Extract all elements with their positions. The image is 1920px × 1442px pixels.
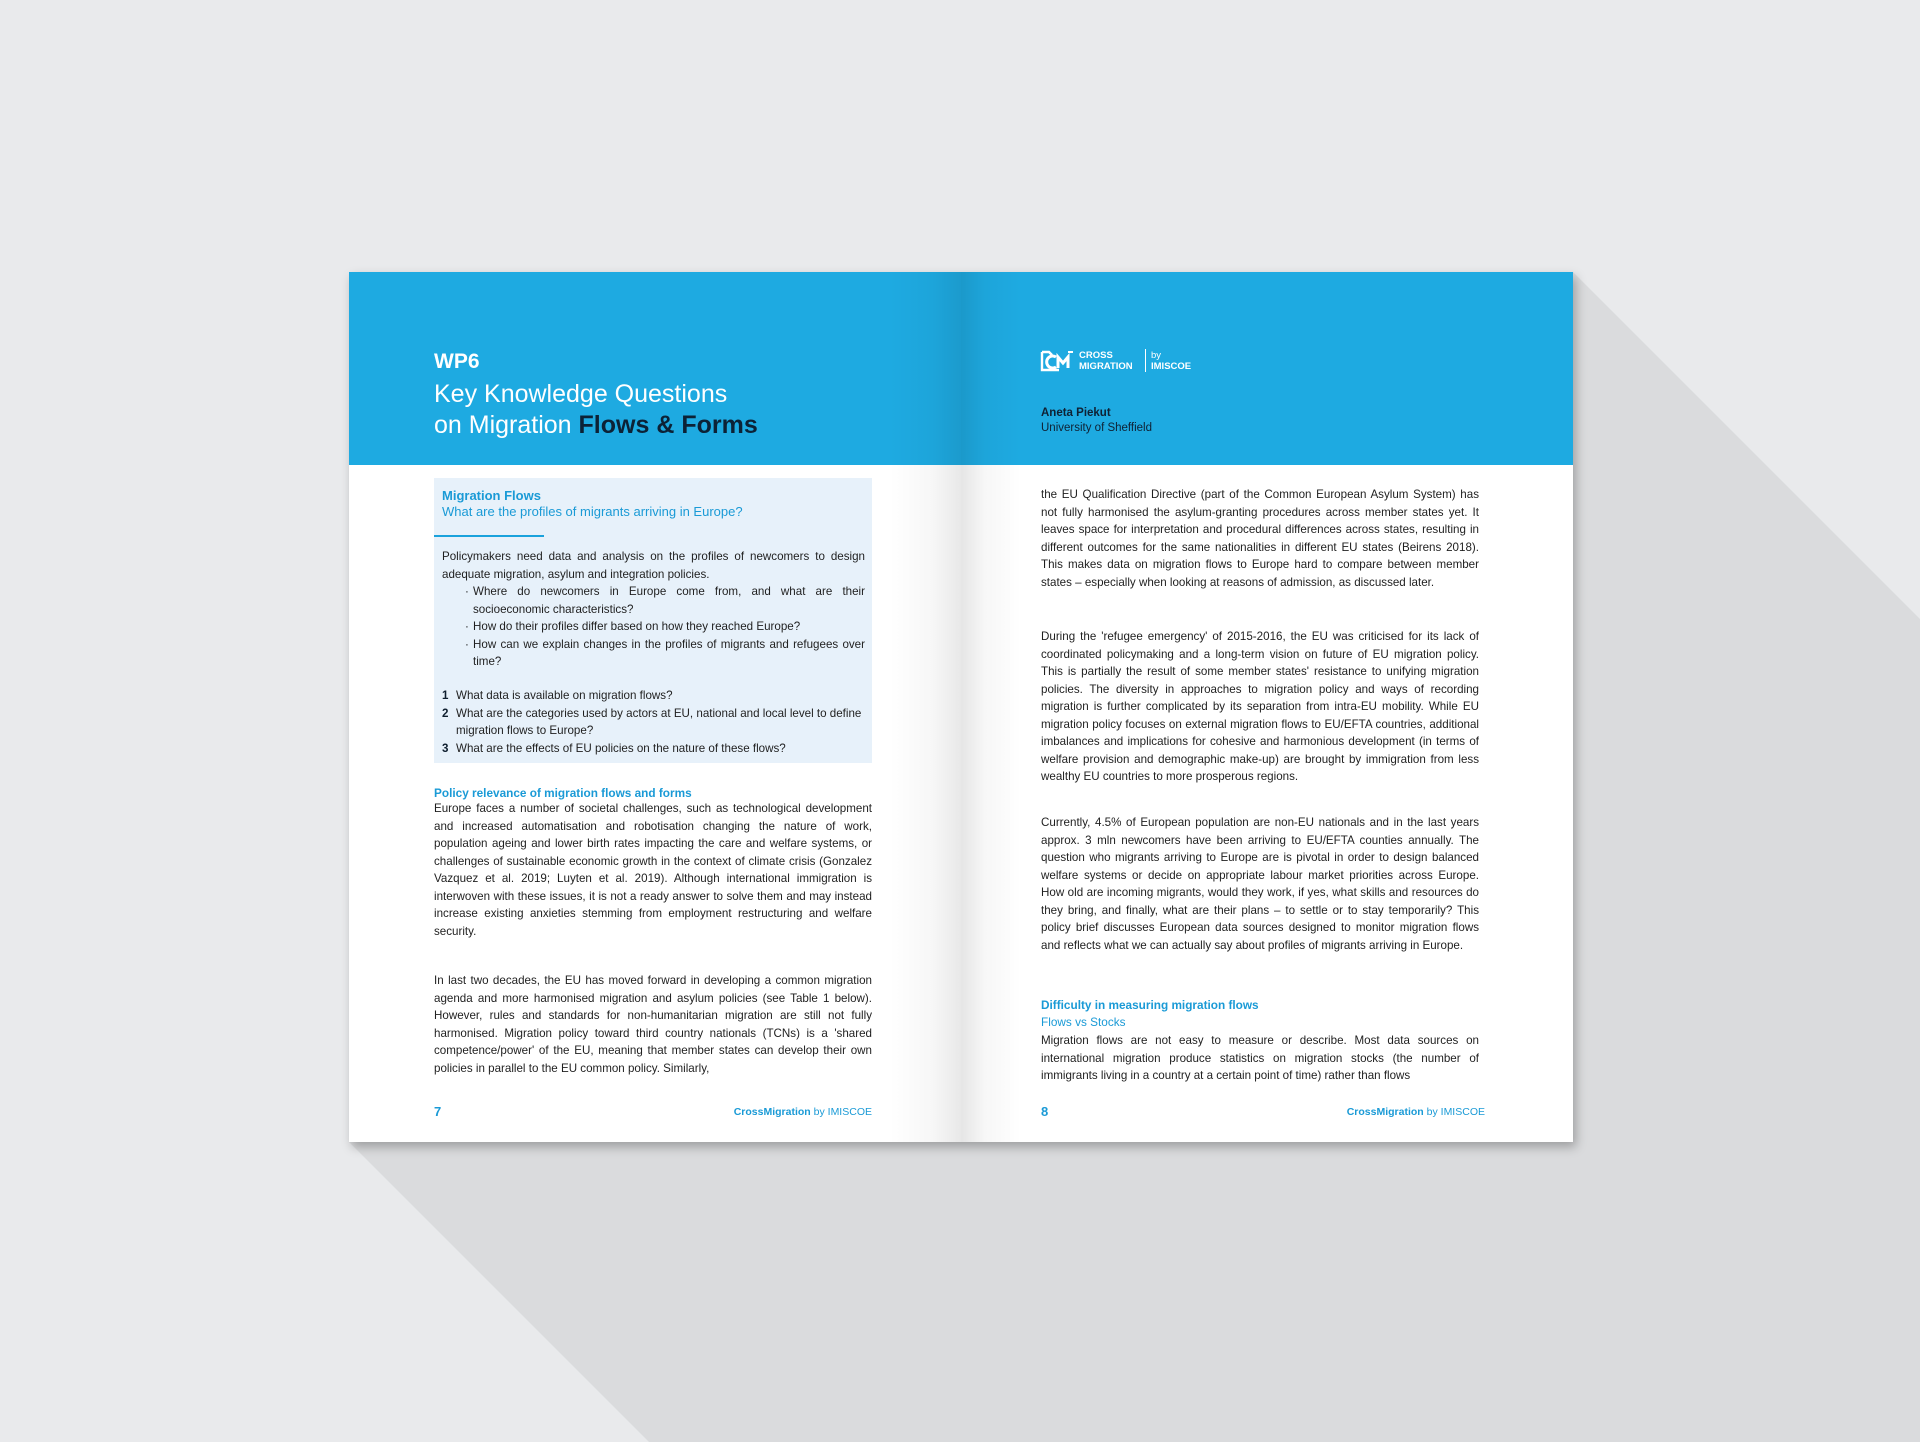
list-item: · How do their profiles differ based on how they reached Europe? — [467, 618, 865, 636]
title-bold: Flows & Forms — [578, 411, 758, 439]
footer-brand-bold: CrossMigration — [1346, 1106, 1424, 1118]
footer-brand — [734, 1106, 872, 1118]
footer-brand — [1347, 1106, 1485, 1118]
title-line-1: Key Knowledge Questions — [434, 380, 728, 408]
page-number: 7 — [434, 1104, 442, 1119]
footer-brand-rest: by IMISCOE — [1426, 1106, 1485, 1118]
logo-line-2: MIGRATION — [1079, 361, 1133, 372]
title-line-2 — [434, 410, 758, 441]
numbered-list — [442, 687, 865, 757]
list-item: · How can we explain changes in the profiles of migrants and refugees over time? — [467, 636, 865, 671]
numbered-item — [442, 740, 865, 758]
numbered-item — [442, 687, 865, 705]
logo-org — [1151, 350, 1191, 372]
list-item: · Where do newcomers in Europe come from, and what are their socioeconomic characteristics? — [467, 583, 865, 618]
questions-box — [434, 478, 872, 763]
box-intro: Policymakers need data and analysis on the profiles of newcomers to design adequate migration, asylum and integration policies. — [442, 550, 865, 581]
body-paragraph: During the 'refugee emergency' of 2015-2016, the EU was criticised for its lack of coordinated policymaking and a long-term vision on future of EU migration policy. This is partially the result of some member states' resistance to unifying migration policies. The diversity in approaches to migration policy and ways of recording migration is further complicated by its separation from intra-EU mobility. While EU migration policy focuses on external migration flows to EU/EFTA countries, additional imbalances and implications for cohesive and harmonious development (in terms of welfare provision and demographic make-up) are brought by immigration from less wealthy EU countries to more prosperous regions. — [1041, 630, 1479, 783]
body-paragraph: Migration flows are not easy to measure or describe. Most data sources on international migration produce statistics on migration stocks (the number of immigrants living in a country at a certain point of time) rather than flows — [1041, 1034, 1479, 1082]
bullet-list — [467, 583, 865, 671]
body-paragraph: In last two decades, the EU has moved forward in developing a common migration agenda and more harmonised migration and asylum policies (see Table 1 below). However, rules and standards for non-humanitarian migration are still not fully harmonised. Migration policy toward third country nationals (TCNs) is a 'shared competence/power' of the EU, meaning that member states can develop their own policies in parallel to the EU common policy. Similarly, — [434, 974, 872, 1075]
logo-org-name: IMISCOE — [1151, 361, 1192, 372]
author-affiliation: University of Sheffield — [1041, 422, 1153, 434]
box-divider — [434, 535, 544, 537]
item-number: 1 — [442, 689, 449, 702]
logo-mark-icon — [1039, 348, 1075, 374]
item-text: What are the effects of EU policies on the nature of these flows? — [456, 741, 786, 755]
section-heading: Policy relevance of migration flows and forms — [434, 786, 692, 800]
title-prefix: on Migration — [434, 411, 572, 439]
logo-divider — [1145, 349, 1146, 372]
logo-wordmark — [1079, 350, 1139, 372]
right-page — [961, 272, 1573, 1142]
item-text: What are the categories used by actors at EU, national and local level to define migration flows to Europe? — [456, 706, 862, 737]
section-heading: Difficulty in measuring migration flows — [1041, 998, 1259, 1012]
logo-by: by — [1151, 350, 1162, 361]
brochure-spread — [349, 272, 1573, 1142]
crossmigration-logo — [1039, 348, 1209, 378]
page-title — [434, 379, 758, 441]
item-text: What data is available on migration flows? — [456, 689, 673, 702]
item-number: 2 — [442, 706, 449, 720]
box-heading: Migration Flows — [442, 488, 541, 503]
right-banner — [961, 272, 1573, 465]
footer-brand-rest: by IMISCOE — [813, 1106, 872, 1118]
wp-label: WP6 — [434, 350, 480, 373]
left-banner — [349, 272, 961, 465]
logo-line-1: CROSS — [1079, 350, 1113, 361]
item-number: 3 — [442, 741, 449, 755]
body-paragraph: Europe faces a number of societal challenges, such as technological development and increased automatisation and robotisation changing the nature of work, population ageing and lower birth rates impacting the care and welfare systems, or challenges of sustainable economic growth in the context of climate crisis (Gonzalez Vazquez et al. 2019; Luyten et al. 2019). Although international immigration is interwoven with these issues, it is not a ready answer to solve them and may instead increase existing anxieties stemming from employment restructuring and welfare security. — [434, 802, 872, 938]
left-page — [349, 272, 961, 1142]
body-paragraph: the EU Qualification Directive (part of the Common European Asylum System) has not fully harmonised the asylum-granting procedures across member states yet. It leaves space for interpretation and procedural differences across states, resulting in different outcomes for the same nationalities in different EU states (Beirens 2018). This makes data on migration flows to Europe hard to compare between member states – especially when looking at reasons of admission, as discussed later. — [1041, 488, 1479, 589]
cast-shadow-lower — [349, 1142, 1920, 1442]
box-subheading: What are the profiles of migrants arriving in Europe? — [442, 504, 743, 519]
numbered-item — [442, 705, 865, 740]
author-name: Aneta Piekut — [1041, 407, 1111, 419]
subsection-heading: Flows vs Stocks — [1041, 1015, 1126, 1029]
footer-brand-bold: CrossMigration — [733, 1106, 811, 1118]
page-number: 8 — [1041, 1104, 1049, 1119]
body-paragraph: Currently, 4.5% of European population are non-EU nationals and in the last years approx. 3 mln newcomers have been arriving to EU/EFTA counties annually. The question who migrants arriving to Europe are is pivotal in order to design balanced welfare systems or decide on appropriate labour market priorities across Europe. How old are incoming migrants, would they work, if yes, what skills and resources do they bring, and finally, what are their plans – to settle or to stay temporarily? This policy brief discusses European data sources designed to monitor migration flows and reflects what we can actually say about profiles of migrants arriving in Europe. — [1041, 816, 1479, 952]
